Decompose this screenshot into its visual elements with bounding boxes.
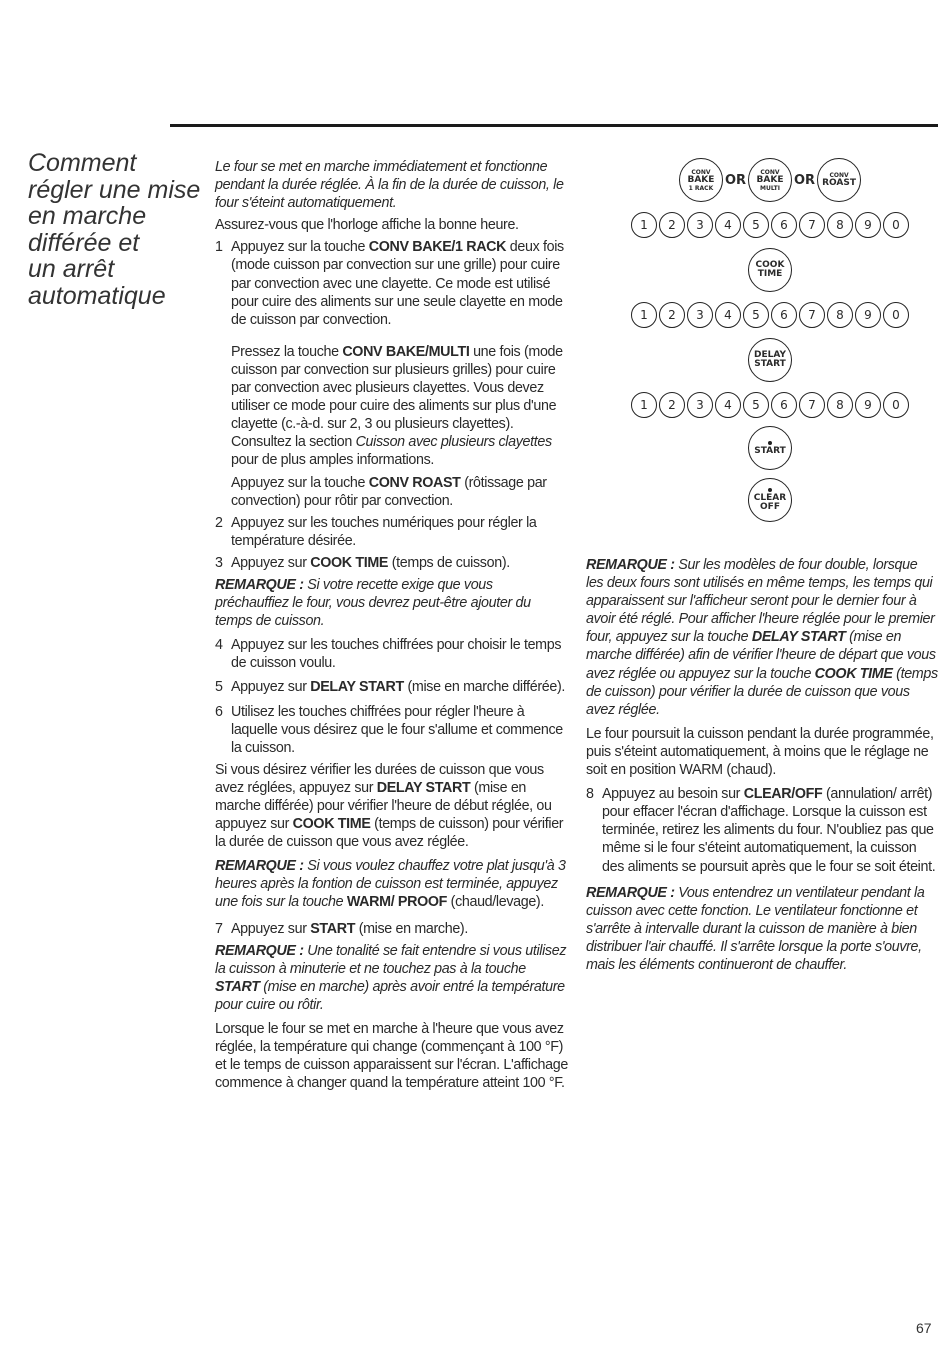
keypad-illustration	[620, 158, 920, 522]
digit-key: 4	[715, 392, 741, 418]
digit-key: 4	[715, 212, 741, 238]
digit-key: 2	[659, 392, 685, 418]
step-6	[215, 703, 570, 757]
digit-key: 3	[687, 212, 713, 238]
step-number: 7	[215, 920, 223, 937]
step-7	[215, 920, 570, 938]
digit-key: 0	[883, 392, 909, 418]
clear-off-row	[620, 478, 920, 522]
conv-bake-1rack-key: CONV BAKE 1 RACK	[679, 158, 723, 202]
digit-key: 8	[827, 212, 853, 238]
digit-keys-row	[620, 392, 920, 418]
digit-key: 3	[687, 392, 713, 418]
digit-key: 3	[687, 302, 713, 328]
step-text: Appuyez au besoin sur CLEAR/OFF (annulation/ arrêt) pour effacer l'écran d'affichage. Lorsque la cuisson est terminée, retirez les aliments du four. N'oubliez pas que même si le four s'éteint automatiquement, la cuisson des aliments se poursuit après que le four se soit éteint.	[602, 786, 936, 875]
digit-key: 9	[855, 302, 881, 328]
step-3	[215, 554, 570, 572]
or-label: OR	[724, 172, 746, 188]
page-number: 67	[916, 1320, 932, 1336]
step-number: 8	[586, 786, 594, 803]
note: REMARQUE : Une tonalité se fait entendre si vous utilisez la cuisson à minuterie et ne touchez pas à la touche START (mise en marche) après avoir entré la température pour cuire ou rôtir.	[215, 942, 567, 1013]
digit-key: 5	[743, 392, 769, 418]
intro-text: Assurez-vous que l'horloge affiche la bonne heure.	[215, 217, 519, 234]
delay-start-row	[620, 338, 920, 382]
intro-italic: Le four se met en marche immédiatement et fonctionne pendant la durée réglée. À la fin de la durée de cuisson, le four s'éteint automatiquement.	[215, 159, 564, 212]
key-label: CONV ROAST	[368, 474, 461, 491]
digit-key: 4	[715, 302, 741, 328]
step-number: 2	[215, 514, 223, 531]
verify-paragraph: Si vous désirez vérifier les durées de cuisson que vous avez réglées, appuyez sur DELAY START (mise en marche différée) pour vérifier l'heure de début réglée, ou appuyez sur COOK TIME (temps de cuisson) pour vérifier la durée de cuisson que vous avez réglée.	[215, 761, 564, 851]
digit-key: 6	[771, 392, 797, 418]
step-number: 6	[215, 703, 223, 720]
start-row	[620, 426, 920, 470]
digit-key: 7	[799, 392, 825, 418]
digit-key: 5	[743, 212, 769, 238]
digit-key: 1	[631, 392, 657, 418]
digit-key: 8	[827, 302, 853, 328]
final-paragraph: Lorsque le four se met en marche à l'heure que vous avez réglée, la température qui change (commençant à 100 °F) et le temps de cuisson apparaissent sur l'écran. L'affichage commence à changer quand la température atteint 100 °F.	[215, 1021, 568, 1092]
start-key: START	[748, 426, 792, 470]
step-text: Utilisez les touches chiffrées pour régler l'heure à laquelle vous désirez que le four s'allume et commence la cuisson.	[231, 703, 563, 756]
digit-key: 6	[771, 212, 797, 238]
step-text: Appuyez sur la touche CONV ROAST (rôtissage par convection) pour rôtir par convection.	[231, 474, 547, 509]
conv-roast-key: CONV ROAST	[817, 158, 861, 202]
digit-key: 9	[855, 212, 881, 238]
step-text: Appuyez sur START (mise en marche).	[231, 920, 468, 937]
digit-key: 0	[883, 212, 909, 238]
key-label: DELAY START	[310, 679, 404, 696]
mode-keys-row	[620, 158, 920, 202]
step-text: Appuyez sur les touches chiffrées pour choisir le temps de cuisson voulu.	[231, 637, 562, 672]
delay-start-key: DELAY START	[748, 338, 792, 382]
digit-key: 0	[883, 302, 909, 328]
note: REMARQUE : Sur les modèles de four double, lorsque les deux fours sont utilisés en même temps, les temps qui apparaissent sur l'afficheur seront pour le dernier four à avoir été réglé. Pour afficher l'heure réglée pour le premier four, appuyez sur la touche DELAY START (mise en marche différée) afin de vérifier l'heure de départ que vous avez réglée ou appuyez sur la touche COOK TIME (temps de cuisson) pour vérifier la durée de cuisson que vous avez réglée.	[586, 557, 938, 718]
heading-line: régler une mise	[28, 175, 201, 204]
digit-keys-row	[620, 302, 920, 328]
heading-line: automatique	[28, 281, 166, 310]
conv-bake-multi-key: CONV BAKE MULTI	[748, 158, 792, 202]
digit-key: 2	[659, 302, 685, 328]
step-text: Appuyez sur COOK TIME (temps de cuisson).	[231, 554, 510, 571]
indicator-dot-icon	[768, 488, 772, 492]
step-1	[215, 238, 570, 509]
cook-time-key: COOK TIME	[748, 248, 792, 292]
step-number: 4	[215, 637, 223, 654]
step-4	[215, 636, 570, 672]
digit-key: 6	[771, 302, 797, 328]
key-label: CLEAR/OFF	[743, 786, 823, 803]
heading-line: en marche	[28, 202, 147, 230]
instructions-column-left	[215, 158, 570, 1092]
key-label: CONV BAKE/1 RACK	[368, 239, 507, 256]
digit-key: 9	[855, 392, 881, 418]
indicator-dot-icon	[768, 441, 772, 445]
digit-key: 1	[631, 302, 657, 328]
heading-line: différée et	[28, 228, 140, 257]
step-number: 5	[215, 679, 223, 696]
step-5	[215, 678, 570, 696]
digit-key: 1	[631, 212, 657, 238]
step-text: Pressez la touche CONV BAKE/MULTI une fois (mode cuisson par convection sur plusieurs grilles) pour cuire par convection avec plusieurs clayettes. Vous devez utiliser ce mode pour cuire des aliments sur plus d'une clayette (c.-à-d. sur 2, 3 ou plusieurs clayettes). Consultez la section Cuisson avec plusieurs clayettes pour de plus amples informations.	[231, 343, 563, 469]
note: REMARQUE : Si votre recette exige que vous préchauffiez le four, vous devrez peut-être ajouter du temps de cuisson.	[215, 576, 531, 630]
digit-key: 5	[743, 302, 769, 328]
continue-paragraph: Le four poursuit la cuisson pendant la durée programmée, puis s'éteint automatiquement, à moins que le réglage ne soit en position WARM (chaud).	[586, 725, 934, 779]
instructions-column-right	[586, 556, 938, 974]
digit-key: 8	[827, 392, 853, 418]
key-label: COOK TIME	[310, 554, 389, 571]
clear-off-key: CLEAR OFF	[748, 478, 792, 522]
digit-keys-row	[620, 212, 920, 238]
note: REMARQUE : Vous entendrez un ventilateur pendant la cuisson avec cette fonction. Le ventilateur fonctionne et s'arrête à intervalle durant la cuisson de manière à bien distribuer l'air chauffé. Il s'arrête lorsque la porte s'ouvre, mais les éléments continueront de chauffer.	[586, 884, 925, 973]
step-8	[586, 785, 938, 875]
step-text: Appuyez sur la touche CONV BAKE/1 RACK deux fois (mode cuisson par convection sur une grille) pour cuire par convection avec une clayette. Ce mode est utilisé pour cuire des aliments sur une seule clayette en mode de cuisson par convection.	[231, 239, 564, 328]
note: REMARQUE : Si vous voulez chauffez votre plat jusqu'à 3 heures après la fontion de cuisson est terminée, appuyez une fois sur la touche WARM/ PROOF (chaud/levage).	[215, 858, 566, 911]
step-text: Appuyez sur DELAY START (mise en marche différée).	[231, 679, 565, 696]
digit-key: 7	[799, 212, 825, 238]
key-label: CONV BAKE/MULTI	[342, 343, 470, 360]
cook-time-row	[620, 248, 920, 292]
heading-line: Comment	[28, 149, 137, 177]
header-rule	[170, 124, 938, 127]
step-number: 3	[215, 554, 223, 571]
step-number: 1	[215, 239, 223, 256]
section-heading	[28, 150, 208, 309]
digit-key: 7	[799, 302, 825, 328]
step-text: Appuyez sur les touches numériques pour régler la température désirée.	[231, 514, 537, 549]
step-2	[215, 514, 570, 550]
heading-line: un arrêt	[28, 255, 115, 283]
or-label: OR	[794, 172, 816, 188]
digit-key: 2	[659, 212, 685, 238]
key-label: START	[310, 920, 356, 937]
